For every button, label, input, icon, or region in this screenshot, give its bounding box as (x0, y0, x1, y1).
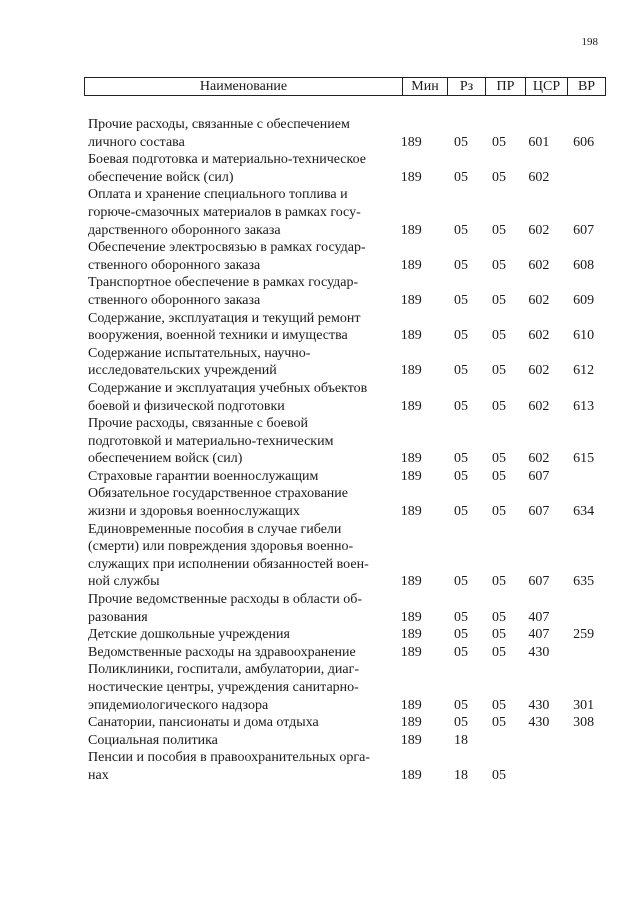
header-name: Наименование (199, 78, 288, 94)
row-name: Единовременные пособия в случае гибели (смерти) или повреждения здоровья военно- служащих при исполнении обязанностей воен- ной службы (88, 521, 369, 590)
row-min: 189 (400, 609, 422, 625)
row-min: 189 (400, 732, 422, 748)
table-row (88, 116, 608, 151)
row-min: 189 (400, 504, 422, 520)
row-name: Ведомственные расходы на здравоохранение (88, 644, 356, 660)
row-name: Содержание и эксплуатация учебных объектов боевой и физической подготовки (88, 380, 368, 414)
row-csr: 430 (528, 697, 550, 713)
row-pr: 05 (491, 169, 506, 185)
row-name: Обязательное государственное страхование жизни и здоровья военнослужащих (88, 486, 348, 520)
row-rz: 05 (453, 222, 468, 238)
row-pr: 05 (491, 627, 506, 643)
row-vr: 613 (573, 398, 595, 414)
row-name: Социальная политика (88, 732, 218, 748)
row-name: Поликлиники, госпитали, амбулатории, диаг- ностические центры, учреждения санитарно- эпидемиологического надзора (88, 662, 360, 713)
row-name: Транспортное обеспечение в рамках государ- ственного оборонного заказа (88, 275, 359, 308)
row-rz: 05 (453, 328, 468, 344)
row-vr: 610 (573, 328, 595, 344)
row-rz: 18 (453, 767, 468, 783)
row-name: Пенсии и пособия в правоохранительных орга- нах (88, 750, 371, 783)
row-name: Обеспечение электросвязью в рамках государ- ственного оборонного заказа (88, 240, 366, 273)
row-rz: 05 (453, 504, 468, 520)
row-vr: 606 (573, 134, 595, 150)
row-vr: 308 (573, 715, 595, 731)
row-pr: 05 (491, 398, 506, 414)
row-pr: 05 (491, 609, 506, 625)
row-min: 189 (400, 715, 422, 731)
row-name: Оплата и хранение специального топлива и горюче-смазочных материалов в рамках госу- дарственного оборонного заказа (88, 187, 361, 238)
table-row (88, 521, 608, 591)
table-row (88, 591, 608, 626)
row-name: Прочие расходы, связанные с боевой подготовкой и материально-техническим обеспечением войск (сил) (88, 416, 334, 467)
page-number: 198 (581, 36, 598, 48)
row-name: Санатории, пансионаты и дома отдыха (88, 715, 319, 731)
row-vr: 259 (573, 627, 595, 643)
header-min: Мин (402, 78, 447, 95)
row-rz: 05 (453, 169, 468, 185)
table-row (88, 644, 608, 662)
row-min: 189 (400, 222, 422, 238)
table-row (88, 468, 608, 486)
row-rz: 05 (453, 451, 468, 467)
row-min: 189 (400, 363, 422, 379)
row-rz: 05 (453, 398, 468, 414)
row-name: Содержание, эксплуатация и текущий ремонт вооружения, военной техники и имущества (88, 310, 361, 344)
row-name: Содержание испытательных, научно- исследовательских учреждений (88, 345, 311, 379)
row-pr: 05 (491, 468, 506, 484)
row-name: Страховые гарантии военнослужащим (88, 468, 319, 484)
row-min: 189 (400, 398, 422, 414)
row-rz: 05 (453, 574, 468, 590)
table-row (88, 661, 608, 714)
row-min: 189 (400, 574, 422, 590)
row-min: 189 (400, 169, 422, 185)
row-vr: 608 (573, 257, 595, 273)
row-pr: 05 (491, 257, 506, 273)
table-row (88, 186, 608, 239)
row-name: Детские дошкольные учреждения (88, 627, 290, 643)
table-row (88, 274, 608, 309)
row-rz: 05 (453, 644, 468, 660)
row-pr: 05 (491, 574, 506, 590)
header-pr: ПР (485, 78, 525, 95)
row-rz: 05 (453, 609, 468, 625)
row-vr: 612 (573, 363, 595, 379)
row-pr: 05 (491, 697, 506, 713)
row-min: 189 (400, 328, 422, 344)
row-rz: 05 (453, 134, 468, 150)
row-csr: 407 (528, 609, 550, 625)
row-csr: 602 (528, 398, 550, 414)
row-rz: 05 (453, 468, 468, 484)
row-csr: 430 (528, 644, 550, 660)
row-name: Прочие ведомственные расходы в области об- разования (88, 592, 362, 625)
row-pr: 05 (491, 504, 506, 520)
table-row (88, 714, 608, 732)
row-vr: 609 (573, 292, 595, 308)
table-row (88, 310, 608, 345)
row-csr: 602 (528, 169, 550, 185)
table-row (88, 345, 608, 380)
row-rz: 05 (453, 363, 468, 379)
row-pr: 05 (491, 715, 506, 731)
row-name: Прочие расходы, связанные с обеспечением личного состава (88, 117, 350, 150)
row-min: 189 (400, 257, 422, 273)
row-csr: 602 (528, 222, 550, 238)
row-csr: 602 (528, 257, 550, 273)
table-row (88, 415, 608, 468)
row-vr: 635 (573, 574, 595, 590)
row-vr: 301 (573, 697, 595, 713)
row-pr: 05 (491, 363, 506, 379)
header-csr: ЦСР (525, 78, 567, 95)
row-min: 189 (400, 767, 422, 783)
row-csr: 602 (528, 292, 550, 308)
table-row (88, 239, 608, 274)
row-vr: 607 (573, 222, 595, 238)
row-csr: 602 (528, 328, 550, 344)
row-rz: 18 (453, 732, 468, 748)
row-csr: 607 (528, 574, 550, 590)
row-rz: 05 (453, 697, 468, 713)
header-vr: ВР (567, 78, 605, 95)
row-rz: 05 (453, 292, 468, 308)
row-min: 189 (400, 451, 422, 467)
row-pr: 05 (491, 644, 506, 660)
row-vr: 634 (573, 504, 595, 520)
table-row (88, 626, 608, 644)
row-min: 189 (400, 292, 422, 308)
table-row (88, 380, 608, 415)
row-pr: 05 (491, 767, 506, 783)
row-min: 189 (400, 468, 422, 484)
table-row (88, 485, 608, 520)
header-rz: Рз (447, 78, 485, 95)
table-row (88, 151, 608, 186)
row-pr: 05 (491, 451, 506, 467)
row-csr: 607 (528, 504, 550, 520)
table-row (88, 732, 608, 750)
row-min: 189 (400, 697, 422, 713)
table-row (88, 749, 608, 784)
row-csr: 602 (528, 363, 550, 379)
table-header (84, 77, 606, 96)
row-csr: 607 (528, 468, 550, 484)
row-pr: 05 (491, 328, 506, 344)
row-name: Боевая подготовка и материально-техническое обеспечение войск (сил) (88, 152, 366, 185)
row-rz: 05 (453, 627, 468, 643)
row-pr: 05 (491, 134, 506, 150)
row-csr: 430 (528, 715, 550, 731)
row-min: 189 (400, 134, 422, 150)
row-pr: 05 (491, 292, 506, 308)
row-min: 189 (400, 627, 422, 643)
row-vr: 615 (573, 451, 595, 467)
row-rz: 05 (453, 257, 468, 273)
table-body (88, 116, 608, 785)
row-min: 189 (400, 644, 422, 660)
row-pr: 05 (491, 222, 506, 238)
row-rz: 05 (453, 715, 468, 731)
row-csr: 601 (528, 134, 550, 150)
row-csr: 407 (528, 627, 550, 643)
row-csr: 602 (528, 451, 550, 467)
